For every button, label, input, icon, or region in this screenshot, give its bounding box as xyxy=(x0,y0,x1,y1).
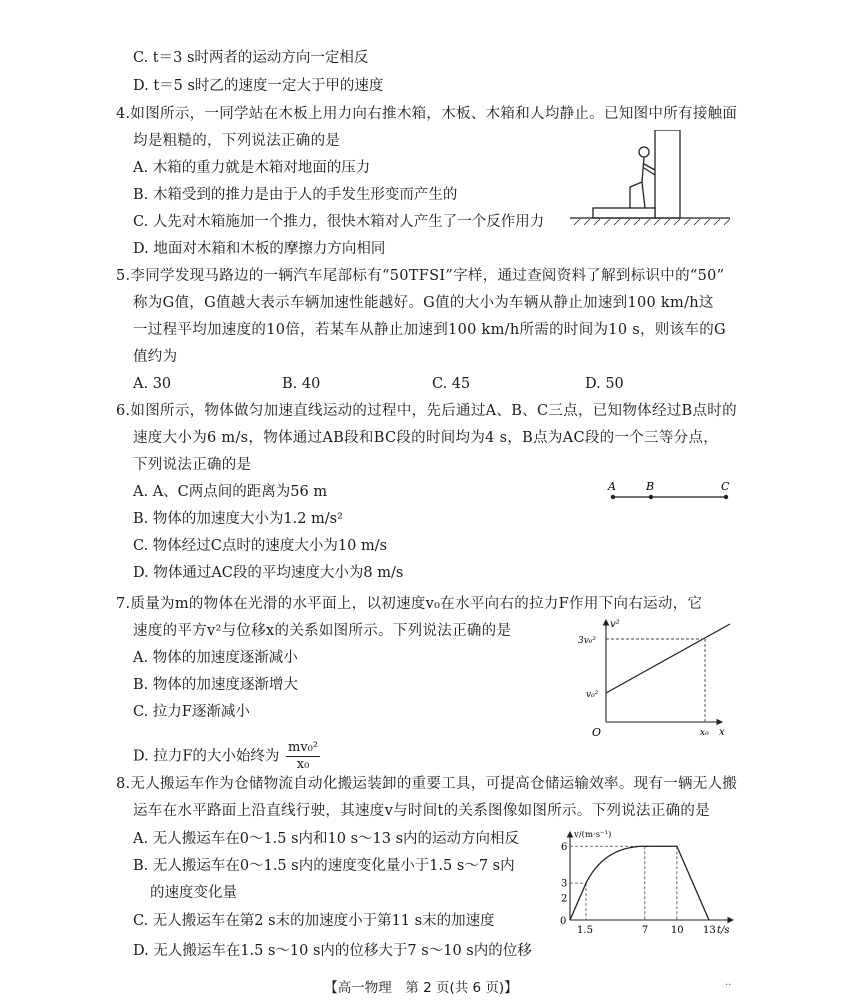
q7-fraction-numerator: mv₀² xyxy=(288,740,319,755)
q8-stem-line-2: 运车在水平路面上沿直线行驶，其速度v与时间t的关系图像如图所示。下列说法正确的是 xyxy=(133,803,711,819)
q5-stem-line-3: 一过程平均加速度的10倍，若某车从静止加速到100 km/h所需的时间为10 s，则该车的G xyxy=(133,322,726,338)
q6-option-b: B. 物体的加速度大小为1.2 m/s² xyxy=(133,511,343,527)
q6-stem-line-3: 下列说法正确的是 xyxy=(133,457,252,473)
q4-figure xyxy=(560,130,740,230)
box xyxy=(655,130,680,218)
label-a: A xyxy=(608,480,616,493)
q4-stem-line-2: 均是粗糙的，下列说法正确的是 xyxy=(133,133,341,149)
vt-y-label: v/(m·s⁻¹) xyxy=(574,830,612,840)
label-c: C xyxy=(721,480,730,493)
q7-option-b: B. 物体的加速度逐渐增大 xyxy=(133,677,298,693)
vt-y-tick-2: 2 xyxy=(561,893,568,905)
page-footer: 【高一物理 第 2 页(共 6 页)】 xyxy=(324,980,518,996)
y-tick-v0: v₀² xyxy=(586,690,599,700)
q6-option-a: A. A、C两点间的距离为56 m xyxy=(133,484,328,500)
vt-origin-label: 0 xyxy=(560,916,567,927)
label-b: B xyxy=(646,480,655,493)
q7-option-d-text: D. 拉力F的大小始终为 xyxy=(133,748,280,765)
q7-option-d xyxy=(133,740,320,773)
q8-vt-chart xyxy=(538,826,738,938)
q6-stem-line-2: 速度大小为6 m/s，物体通过AB段和BC段的时间均为4 s，B点为AC段的一个三等分点， xyxy=(133,430,719,446)
v2-line xyxy=(606,624,730,693)
q3-option-c: C. t＝3 s时两者的运动方向一定相反 xyxy=(133,50,369,66)
vt-curve xyxy=(570,846,709,920)
q5-stem-line-1: 5.李同学发现马路边的一辆汽车尾部标有“50TFSI”字样，通过查阅资料了解到标识中的“50” xyxy=(116,268,725,284)
q6-stem-line-1: 6.如图所示，物体做匀加速直线运动的过程中，先后通过A、B、C三点，已知物体经过B点时的 xyxy=(116,403,737,419)
q6-figure xyxy=(600,478,740,506)
q7-stem-line-1: 7.质量为m的物体在光滑的水平面上，以初速度v₀在水平向右的拉力F作用下向右运动，它 xyxy=(116,596,703,612)
person xyxy=(630,147,655,208)
q5-option-d: D. 50 xyxy=(585,376,624,392)
q7-option-c: C. 拉力F逐渐减小 xyxy=(133,704,250,720)
origin-label: O xyxy=(592,726,602,739)
point-c xyxy=(724,495,728,499)
q7-fraction-denominator: x₀ xyxy=(296,757,310,772)
q4-option-b: B. 木箱受到的推力是由于人的手发生形变而产生的 xyxy=(133,187,458,203)
vt-x-tick-1-5: 1.5 xyxy=(577,925,593,936)
q8-option-d: D. 无人搬运车在1.5 s～10 s内的位移大于7 s～10 s内的位移 xyxy=(133,943,532,959)
vt-x-tick-7: 7 xyxy=(641,925,649,936)
vt-y-tick-3: 3 xyxy=(561,878,568,890)
y-tick-3v0: 3v₀² xyxy=(578,636,597,646)
x-axis-label: x xyxy=(719,727,725,738)
q3-option-d: D. t＝5 s时乙的速度一定大于甲的速度 xyxy=(133,78,384,94)
vt-x-tick-13: 13 xyxy=(702,925,716,936)
point-a xyxy=(611,495,615,499)
q4-option-d: D. 地面对木箱和木板的摩擦力方向相同 xyxy=(133,241,386,257)
q7-graph xyxy=(572,614,742,739)
q8-option-b-line-2: 的速度变化量 xyxy=(150,885,237,901)
q5-option-a: A. 30 xyxy=(133,376,172,392)
x-tick-x0: x₀ xyxy=(700,728,709,738)
y-axis-label: v² xyxy=(610,619,620,630)
vt-x-tick-10: 10 xyxy=(670,925,684,936)
q4-option-a: A. 木箱的重力就是木箱对地面的压力 xyxy=(133,160,371,176)
q5-option-b: B. 40 xyxy=(282,376,321,392)
point-b xyxy=(649,495,653,499)
corner-mark: ·· xyxy=(725,980,732,991)
q4-stem-line-1: 4.如图所示，一同学站在木板上用力向右推木箱，木板、木箱和人均静止。已知图中所有接触面 xyxy=(116,106,738,122)
q5-option-c: C. 45 xyxy=(432,376,471,392)
q8-stem-line-1: 8.无人搬运车作为仓储物流自动化搬运装卸的重要工具，可提高仓储运输效率。现有一辆无人搬 xyxy=(116,776,738,792)
q7-option-a: A. 物体的加速度逐渐减小 xyxy=(133,650,298,666)
q5-stem-line-4: 值约为 xyxy=(133,349,178,365)
board xyxy=(593,208,655,218)
q8-option-c: C. 无人搬运车在第2 s末的加速度小于第11 s末的加速度 xyxy=(133,913,495,929)
vt-y-tick-6: 6 xyxy=(561,841,568,853)
vt-x-label: t/s xyxy=(717,925,730,936)
q7-stem-line-2: 速度的平方v²与位移x的关系如图所示。下列说法正确的是 xyxy=(133,623,512,639)
q7-fraction xyxy=(286,740,320,773)
q4-option-c: C. 人先对木箱施加一个推力，很快木箱对人产生了一个反作用力 xyxy=(133,214,545,230)
q8-option-b-line-1: B. 无人搬运车在0～1.5 s内的速度变化量小于1.5 s～7 s内 xyxy=(133,858,515,874)
q5-stem-line-2: 称为G值，G值越大表示车辆加速性能越好。G值的大小为车辆从静止加速到100 km/h这 xyxy=(133,295,714,311)
q6-option-c: C. 物体经过C点时的速度大小为10 m/s xyxy=(133,538,388,554)
q8-option-a: A. 无人搬运车在0～1.5 s内和10 s～13 s内的运动方向相反 xyxy=(133,831,520,847)
q6-option-d: D. 物体通过AC段的平均速度大小为8 m/s xyxy=(133,565,404,581)
ground xyxy=(570,218,730,225)
